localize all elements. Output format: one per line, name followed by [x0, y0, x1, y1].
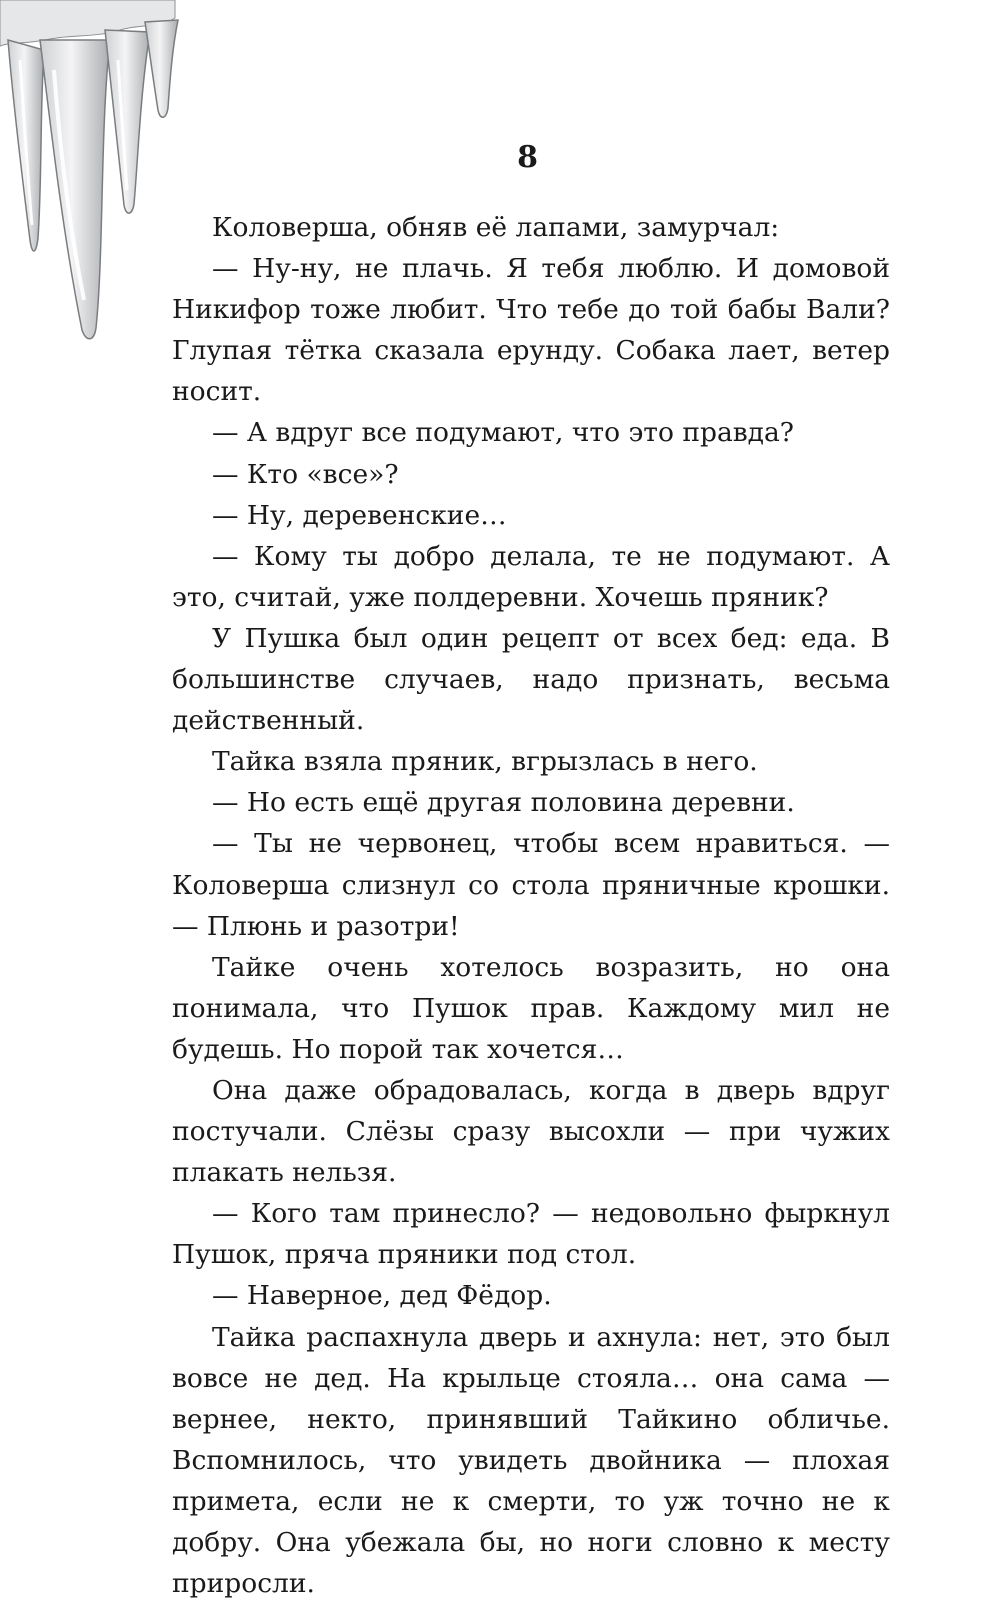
- paragraph: — Но есть ещё другая половина деревни.: [212, 787, 795, 819]
- page-number: 8: [517, 140, 538, 175]
- icicle-2: [40, 40, 110, 339]
- paragraph: — Ты не червонец, чтобы всем нравиться. — Коловерша слизнул со стола пряничные крошки. — Плюнь и разотри!: [172, 828, 890, 942]
- paragraph: — Кому ты добро делала, те не подумают. А это, считай, уже полдеревни. Хочешь пряник?: [172, 540, 890, 613]
- paragraph: Тайка взяла пряник, вгрызлась в него.: [212, 746, 758, 778]
- paragraph: Коловерша, обняв её лапами, замурчал:: [212, 212, 780, 243]
- paragraph: Тайке очень хотелось возразить, но она понимала, что Пушок прав. Каждому мил не будешь. Но порой так хочется…: [172, 951, 890, 1065]
- paragraph: — Ну-ну, не плачь. Я тебя люблю. И домовой Никифор тоже любит. Что тебе до той бабы Вали? Глупая тётка сказала ерунду. Собака лает, ветер носит.: [172, 253, 890, 408]
- icicle-4: [145, 20, 178, 117]
- paragraph: — Ну, деревенские…: [212, 499, 507, 531]
- body-text: [172, 207, 890, 1604]
- paragraph: — Кого там принесло? — недовольно фыркнул Пушок, пряча пряники под стол.: [172, 1198, 890, 1271]
- paragraph: — Кто «все»?: [212, 458, 399, 490]
- paragraph: Она даже обрадовалась, когда в дверь вдруг постучали. Слёзы сразу высохли — при чужих плакать нельзя.: [172, 1074, 890, 1189]
- paragraph: — Наверное, дед Фёдор.: [212, 1280, 552, 1312]
- paragraph: Тайка распахнула дверь и ахнула: нет, это был вовсе не дед. На крыльце стояла… она сама — вернее, некто, принявший Тайкино обличье. Вспомнилось, что увидеть двойника — плохая примета, если не к смерти, то уж точно не к добру. Она убежала бы, но ноги словно к месту приросли.: [172, 1321, 890, 1600]
- paragraph: — А вдруг все подумают, что это правда?: [212, 417, 795, 449]
- paragraph: У Пушка был один рецепт от всех бед: еда. В большинстве случаев, надо признать, весьма действенный.: [172, 622, 890, 737]
